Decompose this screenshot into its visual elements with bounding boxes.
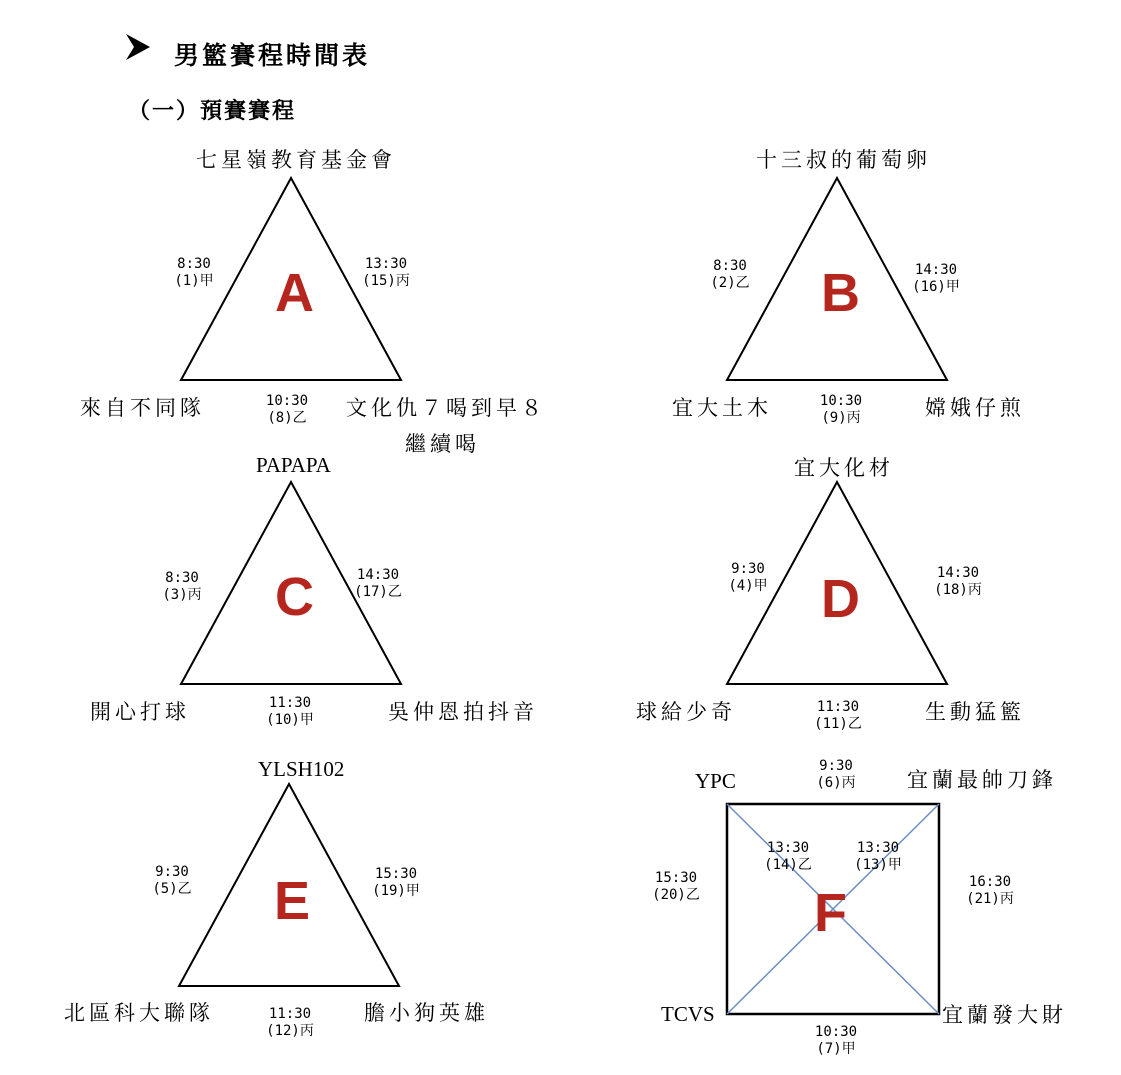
match-time: 11:30 [816,699,860,715]
group-d-left-match [720,561,776,595]
match-time: 8:30 [165,570,199,586]
match-time: 9:30 [819,758,853,774]
match-game: (4)甲 [728,578,768,594]
match-time: 9:30 [155,864,189,880]
group-f-left-match [646,870,706,904]
group-b-letter: B [821,263,860,323]
group-b-top-team: 十三叔的葡萄卵 [756,148,931,172]
group-f-diagonal-left-match [758,840,818,874]
match-game: (9)丙 [821,410,861,426]
group-c-letter: C [275,567,314,627]
match-time: 8:30 [177,256,211,272]
group-c-top-team: PAPAPA [256,453,331,477]
group-e-bottom-left-team: 北區科大聯隊 [64,1001,214,1025]
group-b-bottom-right-team: 嫦娥仔煎 [925,396,1025,420]
page-title: 男籃賽程時間表 [174,41,371,70]
section-subtitle: （一）預賽賽程 [128,98,297,124]
group-e-top-team: YLSH102 [258,757,345,781]
group-a-letter: A [275,263,314,323]
match-time: 10:30 [814,1024,858,1040]
group-e-bottom-right-team: 膽小狗英雄 [364,1001,489,1025]
match-time: 8:30 [713,258,747,274]
group-f-top-match [806,758,866,792]
match-game: (6)丙 [816,775,856,791]
match-time: 15:30 [654,870,698,886]
group-f-top-right-team: 宜蘭最帥刀鋒 [907,768,1057,792]
group-f-bottom-right-team: 宜蘭發大財 [942,1003,1067,1027]
match-game: (3)丙 [162,587,202,603]
group-e-letter: E [274,871,311,931]
match-time: 14:30 [936,565,980,581]
match-game: (11)乙 [814,716,862,732]
match-game: (5)乙 [152,881,192,897]
group-c-right-match [348,567,408,601]
group-a-bottom-right-team: 文化仇７喝到早８ [346,396,546,420]
group-c-bottom-right-team: 吳仲恩拍抖音 [388,700,538,724]
match-time: 10:30 [265,393,309,409]
group-f-letter: F [814,883,847,943]
match-game: (2)乙 [710,275,750,291]
match-time: 13:30 [766,840,810,856]
match-game: (15)丙 [362,273,410,289]
match-game: (13)甲 [854,857,902,873]
match-time: 14:30 [356,567,400,583]
match-game: (21)丙 [966,891,1014,907]
match-time: 11:30 [268,1006,312,1022]
group-d-letter: D [821,569,860,629]
group-a-left-match [166,256,222,290]
group-e-bottom-match [260,1006,320,1040]
match-time: 9:30 [731,561,765,577]
match-game: (18)丙 [934,582,982,598]
group-a-bottom-right-team-line2: 繼續喝 [405,432,480,456]
group-d-bottom-right-team: 生動猛籃 [925,700,1025,724]
match-game: (12)丙 [266,1023,314,1039]
match-time: 13:30 [364,256,408,272]
match-game: (17)乙 [354,584,402,600]
match-game: (16)甲 [912,279,960,295]
group-f-bottom-match [806,1024,866,1058]
group-d-bottom-left-team: 球給少奇 [636,700,736,724]
match-game: (8)乙 [267,410,307,426]
group-d-bottom-match [808,699,868,733]
match-time: 14:30 [914,262,958,278]
match-time: 13:30 [856,840,900,856]
group-b-left-match [702,258,758,292]
arrowhead-bullet-icon [126,34,150,60]
match-game: (20)乙 [652,887,700,903]
match-game: (14)乙 [764,857,812,873]
group-a-bottom-match [258,393,316,427]
group-c-bottom-match [260,695,320,729]
group-c-left-match [154,570,210,604]
match-time: 11:30 [268,695,312,711]
match-game: (7)甲 [816,1041,856,1057]
group-f-bottom-left-team: TCVS [661,1002,715,1026]
group-f-diagonal-right-match [848,840,908,874]
match-time: 16:30 [968,874,1012,890]
match-game: (19)甲 [372,883,420,899]
group-b-bottom-match [812,393,870,427]
group-d-top-team: 宜大化材 [794,456,894,480]
group-a-right-match [356,256,416,290]
group-e-left-match [144,864,200,898]
group-d-right-match [928,565,988,599]
group-f-top-left-team: YPC [695,769,736,793]
group-b-right-match [906,262,966,296]
match-time: 10:30 [819,393,863,409]
match-game: (1)甲 [174,273,214,289]
group-e-right-match [366,866,426,900]
group-a-top-team: 七星嶺教育基金會 [196,148,396,172]
group-a-bottom-left-team: 來自不同隊 [80,396,205,420]
match-game: (10)甲 [266,712,314,728]
group-f-right-match [960,874,1020,908]
match-time: 15:30 [374,866,418,882]
group-c-bottom-left-team: 開心打球 [90,700,190,724]
group-b-bottom-left-team: 宜大土木 [672,396,772,420]
